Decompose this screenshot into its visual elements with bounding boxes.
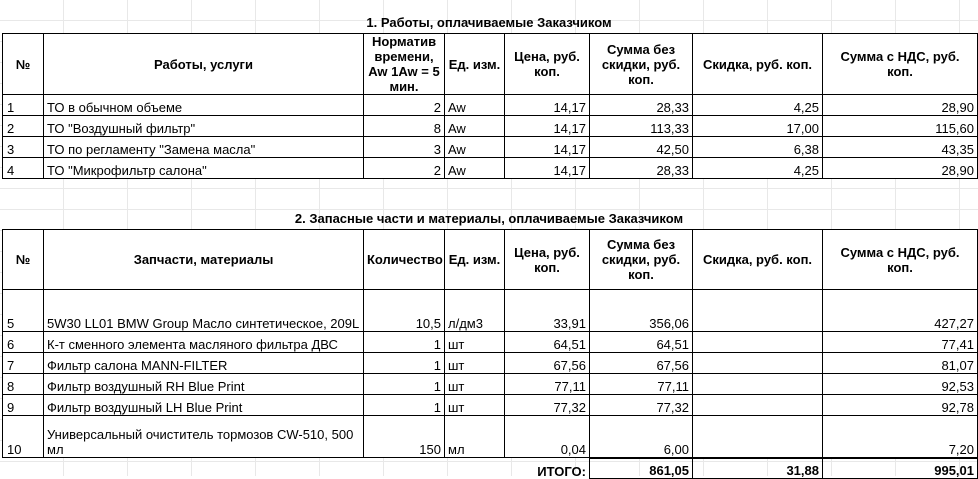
row-unit: Aw	[445, 158, 505, 179]
totals-row	[3, 458, 978, 479]
row-discount: 4,25	[693, 158, 823, 179]
totals-discount: 31,88	[693, 458, 823, 479]
row-unit: шт	[445, 353, 505, 374]
row-unit: мл	[445, 416, 505, 458]
row-discount	[693, 374, 823, 395]
row-sum: 6,00	[590, 416, 693, 458]
table-row	[3, 137, 978, 158]
row-total: 7,20	[823, 416, 978, 458]
row-price: 77,32	[505, 395, 590, 416]
row-sum: 77,11	[590, 374, 693, 395]
row-total: 92,78	[823, 395, 978, 416]
row-price: 14,17	[505, 116, 590, 137]
row-num: 2	[3, 116, 44, 137]
row-price: 67,56	[505, 353, 590, 374]
table-row	[3, 353, 978, 374]
row-name: Фильтр воздушный RH Blue Print	[44, 374, 364, 395]
col-sum-header: Сумма без скидки, руб. коп.	[590, 230, 693, 290]
col-unit-header: Ед. изм.	[445, 34, 505, 95]
row-discount: 4,25	[693, 95, 823, 116]
row-qty: 1	[364, 395, 445, 416]
row-sum: 42,50	[590, 137, 693, 158]
row-qty: 2	[364, 158, 445, 179]
parts-header-row	[3, 230, 978, 290]
row-num: 10	[3, 416, 44, 458]
col-total-header: Сумма с НДС, руб. коп.	[823, 34, 978, 95]
row-name: Универсальный очиститель тормозов CW-510, 500 мл	[44, 416, 364, 458]
row-price: 77,11	[505, 374, 590, 395]
row-price: 64,51	[505, 332, 590, 353]
row-name: К-т сменного элемента масляного фильтра ДВС	[44, 332, 364, 353]
row-price: 0,04	[505, 416, 590, 458]
row-discount	[693, 332, 823, 353]
row-sum: 67,56	[590, 353, 693, 374]
row-price: 14,17	[505, 137, 590, 158]
row-total: 92,53	[823, 374, 978, 395]
table-row	[3, 95, 978, 116]
col-discount-header: Скидка, руб. коп.	[693, 230, 823, 290]
row-unit: шт	[445, 374, 505, 395]
row-qty: 8	[364, 116, 445, 137]
row-num: 3	[3, 137, 44, 158]
row-total: 115,60	[823, 116, 978, 137]
row-name: 5W30 LL01 BMW Group Масло синтетическое, 209L	[44, 290, 364, 332]
col-num-header: №	[3, 34, 44, 95]
col-sum-header: Сумма без скидки, руб. коп.	[590, 34, 693, 95]
table-row	[3, 374, 978, 395]
row-num: 8	[3, 374, 44, 395]
row-sum: 28,33	[590, 158, 693, 179]
row-unit: шт	[445, 332, 505, 353]
row-discount	[693, 395, 823, 416]
row-name: Фильтр салона MANN-FILTER	[44, 353, 364, 374]
row-num: 1	[3, 95, 44, 116]
col-norm-header: Норматив времени, Aw 1Aw = 5 мин.	[364, 34, 445, 95]
row-num: 4	[3, 158, 44, 179]
row-name: ТО "Воздушный фильтр"	[44, 116, 364, 137]
totals-sum: 861,05	[590, 458, 693, 479]
totals-total: 995,01	[823, 458, 978, 479]
row-discount: 6,38	[693, 137, 823, 158]
row-name: ТО по регламенту "Замена масла"	[44, 137, 364, 158]
col-total-header: Сумма с НДС, руб. коп.	[823, 230, 978, 290]
row-total: 43,35	[823, 137, 978, 158]
row-qty: 10,5	[364, 290, 445, 332]
row-num: 5	[3, 290, 44, 332]
row-num: 6	[3, 332, 44, 353]
row-total: 427,27	[823, 290, 978, 332]
row-sum: 64,51	[590, 332, 693, 353]
col-num-header: №	[3, 230, 44, 290]
row-price: 14,17	[505, 95, 590, 116]
row-qty: 150	[364, 416, 445, 458]
row-discount	[693, 353, 823, 374]
row-discount	[693, 416, 823, 458]
row-qty: 3	[364, 137, 445, 158]
col-qty-header: Количество	[364, 230, 445, 290]
row-sum: 356,06	[590, 290, 693, 332]
row-name: ТО в обычном объеме	[44, 95, 364, 116]
row-unit: шт	[445, 395, 505, 416]
row-discount	[693, 290, 823, 332]
parts-table	[2, 229, 978, 479]
row-name: ТО "Микрофильтр салона"	[44, 158, 364, 179]
table-row	[3, 116, 978, 137]
col-name-header: Запчасти, материалы	[44, 230, 364, 290]
row-total: 77,41	[823, 332, 978, 353]
works-header-row	[3, 34, 978, 95]
table-row	[3, 332, 978, 353]
section2-title: 2. Запасные части и материалы, оплачиваемые Заказчиком	[294, 211, 684, 226]
row-unit: Aw	[445, 116, 505, 137]
row-unit: Aw	[445, 95, 505, 116]
section1-title: 1. Работы, оплачиваемые Заказчиком	[366, 15, 612, 30]
table-row	[3, 416, 978, 458]
row-sum: 113,33	[590, 116, 693, 137]
col-unit-header: Ед. изм.	[445, 230, 505, 290]
row-name: Фильтр воздушный LH Blue Print	[44, 395, 364, 416]
col-discount-header: Скидка, руб. коп.	[693, 34, 823, 95]
row-total: 28,90	[823, 95, 978, 116]
row-qty: 1	[364, 353, 445, 374]
col-price-header: Цена, руб. коп.	[505, 34, 590, 95]
row-num: 9	[3, 395, 44, 416]
col-price-header: Цена, руб. коп.	[505, 230, 590, 290]
row-total: 81,07	[823, 353, 978, 374]
row-sum: 28,33	[590, 95, 693, 116]
row-discount: 17,00	[693, 116, 823, 137]
row-sum: 77,32	[590, 395, 693, 416]
row-num: 7	[3, 353, 44, 374]
totals-label: ИТОГО:	[537, 463, 586, 479]
col-name-header: Работы, услуги	[44, 34, 364, 95]
table-row	[3, 290, 978, 332]
row-qty: 2	[364, 95, 445, 116]
works-table	[2, 33, 978, 179]
row-price: 33,91	[505, 290, 590, 332]
table-row	[3, 395, 978, 416]
table-row	[3, 158, 978, 179]
row-total: 28,90	[823, 158, 978, 179]
row-unit: л/дм3	[445, 290, 505, 332]
row-qty: 1	[364, 332, 445, 353]
row-price: 14,17	[505, 158, 590, 179]
row-qty: 1	[364, 374, 445, 395]
row-unit: Aw	[445, 137, 505, 158]
